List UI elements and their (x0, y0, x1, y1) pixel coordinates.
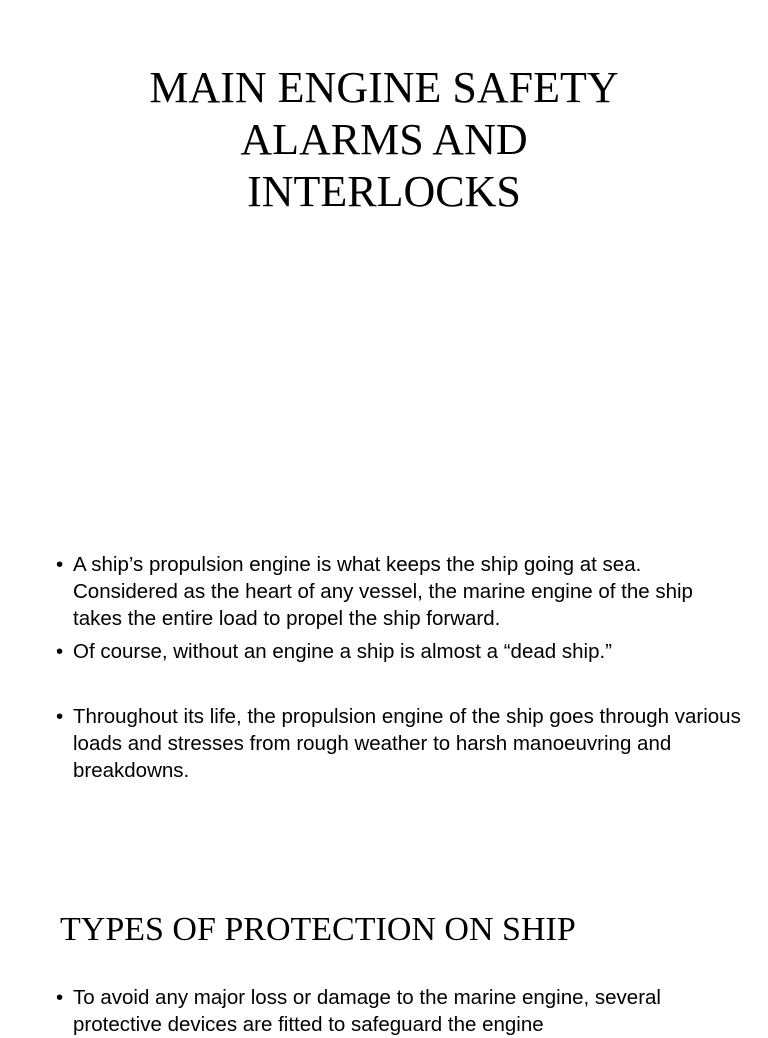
bullet-item (56, 703, 746, 784)
bullet-icon: • (56, 986, 64, 1009)
slide-title (60, 62, 708, 218)
bullet-item (56, 638, 746, 665)
section-heading: TYPES OF PROTECTION ON SHIP (60, 911, 576, 948)
bullet-icon: • (56, 640, 64, 663)
title-line-2: ALARMS AND (240, 115, 528, 164)
bullet-text: A ship’s propulsion engine is what keeps the ship going at sea. Considered as the heart of any vessel, the marine engine of the ship takes the entire load to propel the ship forward. (73, 553, 693, 630)
bullet-item (56, 984, 746, 1038)
bullet-text: To avoid any major loss or damage to the marine engine, several protective devices are fitted to safeguard the engine (73, 986, 661, 1036)
bullet-icon: • (56, 705, 64, 728)
title-line-3: INTERLOCKS (247, 167, 521, 216)
bullet-item (56, 551, 746, 632)
bullet-text: Of course, without an engine a ship is almost a “dead ship.” (73, 640, 612, 663)
intro-bullet-list (56, 551, 746, 784)
bullet-text: Throughout its life, the propulsion engine of the ship goes through various loads and stresses from rough weather to harsh manoeuvring and breakdowns. (73, 705, 741, 782)
bullet-icon: • (56, 553, 64, 576)
title-line-1: MAIN ENGINE SAFETY (149, 63, 619, 112)
protection-bullet-list (56, 984, 746, 1038)
